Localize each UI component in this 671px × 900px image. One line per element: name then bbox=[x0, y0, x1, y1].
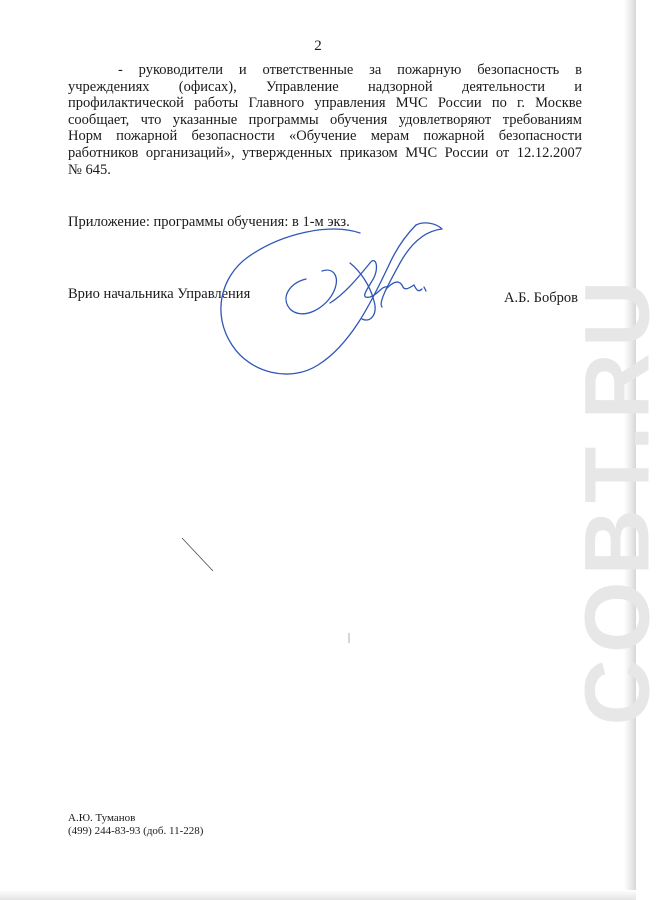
page-number: 2 bbox=[314, 38, 322, 54]
body-paragraph bbox=[68, 62, 582, 178]
scan-mark bbox=[180, 536, 216, 574]
body-line: работников организаций», утвержденных приказом МЧС России от 12.12.2007 bbox=[68, 144, 582, 161]
contact-phone: (499) 244-83-93 (доб. 11-228) bbox=[68, 825, 204, 837]
scan-edge-bottom bbox=[0, 890, 636, 900]
watermark: COBT.RU bbox=[566, 274, 669, 726]
body-line: учреждениях (офисах), Управление надзорной деятельности и bbox=[68, 78, 582, 95]
scan-mark bbox=[346, 632, 352, 644]
body-line: сообщает, что указанные программы обучения удовлетворяют требованиям bbox=[68, 111, 582, 128]
contact-name: А.Ю. Туманов bbox=[68, 812, 136, 824]
signer-title: Врио начальника Управления bbox=[68, 286, 251, 302]
body-line: Норм пожарной безопасности «Обучение мерам пожарной безопасности bbox=[68, 128, 582, 145]
attachment-note: Приложение: программы обучения: в 1-м экз. bbox=[68, 214, 350, 230]
body-line: № 645. bbox=[68, 161, 111, 178]
signer-name: А.Б. Бобров bbox=[504, 290, 578, 306]
body-line: профилактической работы Главного управления МЧС России по г. Москве bbox=[68, 95, 582, 112]
handwritten-signature bbox=[210, 205, 470, 395]
contact-block bbox=[68, 812, 203, 838]
body-line: - руководители и ответственные за пожарную безопасность в bbox=[118, 62, 582, 78]
